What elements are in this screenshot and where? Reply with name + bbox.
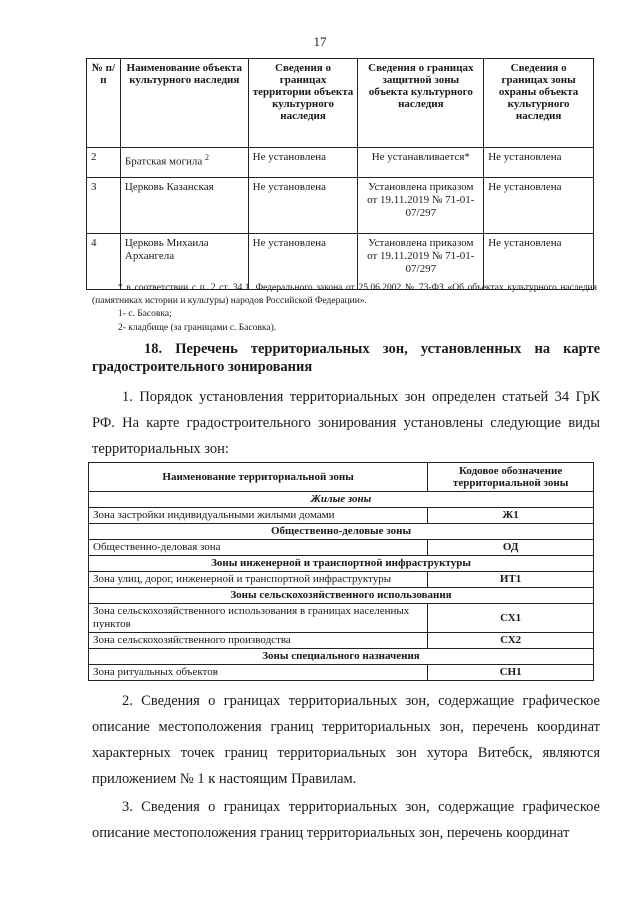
table-header-row <box>87 59 594 148</box>
table-row <box>87 178 594 234</box>
zone-name: Общественно-деловая зона <box>89 540 428 556</box>
cell-protection-zone: Не установлена <box>484 178 594 234</box>
heritage-objects-table <box>86 58 594 290</box>
table-row <box>89 665 594 681</box>
table-header-row <box>89 463 594 492</box>
table-row <box>89 633 594 649</box>
zone-group-title: Жилые зоны <box>89 492 594 508</box>
zone-name: Зона улиц, дорог, инженерной и транспортной инфраструктуры <box>89 572 428 588</box>
cell-number: 4 <box>87 234 121 290</box>
zone-group-row <box>89 649 594 665</box>
cell-protective-zone: Установлена приказом от 19.11.2019 № 71-01-07/297 <box>358 178 484 234</box>
page-number: 17 <box>313 34 327 49</box>
zone-name: Зона сельскохозяйственного использования в границах населенных пунктов <box>89 604 428 633</box>
zone-group-row <box>89 524 594 540</box>
col-header-protection-zone: Сведения о границах зоны охраны объекта культурного наследия <box>484 59 594 148</box>
cell-protective-zone: Не устанавливается* <box>358 148 484 178</box>
cell-name: Церковь Михаила Архангела <box>120 234 248 290</box>
zone-group-title: Зоны сельскохозяйственного использования <box>89 588 594 604</box>
col-header-zone-code: Кодовое обозначение территориальной зоны <box>428 463 594 492</box>
cell-name: Братская могила $^2$ <box>120 148 248 178</box>
cell-protection-zone: Не установлена <box>484 234 594 290</box>
paragraph-1: 1. Порядок установления территориальных зон определен статьей 34 ГрК РФ. На карте градостроительного зонирования установлены следующие виды территориальных зон: <box>92 389 600 457</box>
cell-number: 2 <box>87 148 121 178</box>
zone-code: ОД <box>428 540 594 556</box>
cell-name: Церковь Казанская <box>120 178 248 234</box>
table-row <box>89 572 594 588</box>
paragraph-2: 2. Сведения о границах территориальных зон, содержащие графическое описание местоположения границ территориальных зон, перечень координат характерных точек границ территориальных зон хутора Витебск, являются приложением № 1 к настоящим Правилам. <box>92 693 600 787</box>
section-number: 18. <box>144 341 163 357</box>
col-header-name: Наименование объекта культурного наследия <box>120 59 248 148</box>
zone-group-title: Зоны инженерной и транспортной инфраструктуры <box>89 556 594 572</box>
zone-group-title: Зоны специального назначения <box>89 649 594 665</box>
footnote-asterisk: * в соответствии с п. 2 ст. 34.1. Федерального закона от 25.06.2002 № 73-ФЗ «Об объектах культурного наследия (памятниках истории и культуры) народов Российской Федерации». <box>92 283 597 306</box>
cell-protection-zone: Не установлена <box>484 148 594 178</box>
zone-group-title: Общественно-деловые зоны <box>89 524 594 540</box>
cell-territory: Не установлена <box>248 178 358 234</box>
zone-code: Ж1 <box>428 508 594 524</box>
cell-protective-zone: Установлена приказом от 19.11.2019 № 71-01-07/297 <box>358 234 484 290</box>
zone-group-row <box>89 556 594 572</box>
footnote-ref: 2 <box>205 153 209 162</box>
zone-name: Зона ритуальных объектов <box>89 665 428 681</box>
zone-code: СХ1 <box>428 604 594 633</box>
section-title: Перечень территориальных зон, установленных на карте градостроительного зонирования <box>92 341 601 375</box>
table-row <box>89 604 594 633</box>
col-header-protective-zone: Сведения о границах защитной зоны объекта культурного наследия <box>358 59 484 148</box>
col-header-territory: Сведения о границах территории объекта культурного наследия <box>248 59 358 148</box>
paragraph-3: 3. Сведения о границах территориальных зон, содержащие графическое описание местоположения границ территориальных зон, перечень координат <box>92 799 600 841</box>
zone-group-row <box>89 588 594 604</box>
territorial-zones-table <box>88 462 594 681</box>
zone-code: СХ2 <box>428 633 594 649</box>
col-header-number: № п/п <box>87 59 121 148</box>
table-row <box>87 148 594 178</box>
cell-territory: Не установлена <box>248 234 358 290</box>
col-header-zone-name: Наименование территориальной зоны <box>89 463 428 492</box>
zone-group-row <box>89 492 594 508</box>
zone-code: СН1 <box>428 665 594 681</box>
zone-name: Зона застройки индивидуальными жилыми домами <box>89 508 428 524</box>
footnote-1: 1- с. Басовка; <box>118 309 172 319</box>
footnote-2: 2- кладбище (за границами с. Басовка). <box>118 323 277 333</box>
zone-code: ИТ1 <box>428 572 594 588</box>
section-heading <box>92 340 600 376</box>
cell-territory: Не установлена <box>248 148 358 178</box>
cell-number: 3 <box>87 178 121 234</box>
zone-name: Зона сельскохозяйственного производства <box>89 633 428 649</box>
table-row <box>89 540 594 556</box>
table-row <box>89 508 594 524</box>
